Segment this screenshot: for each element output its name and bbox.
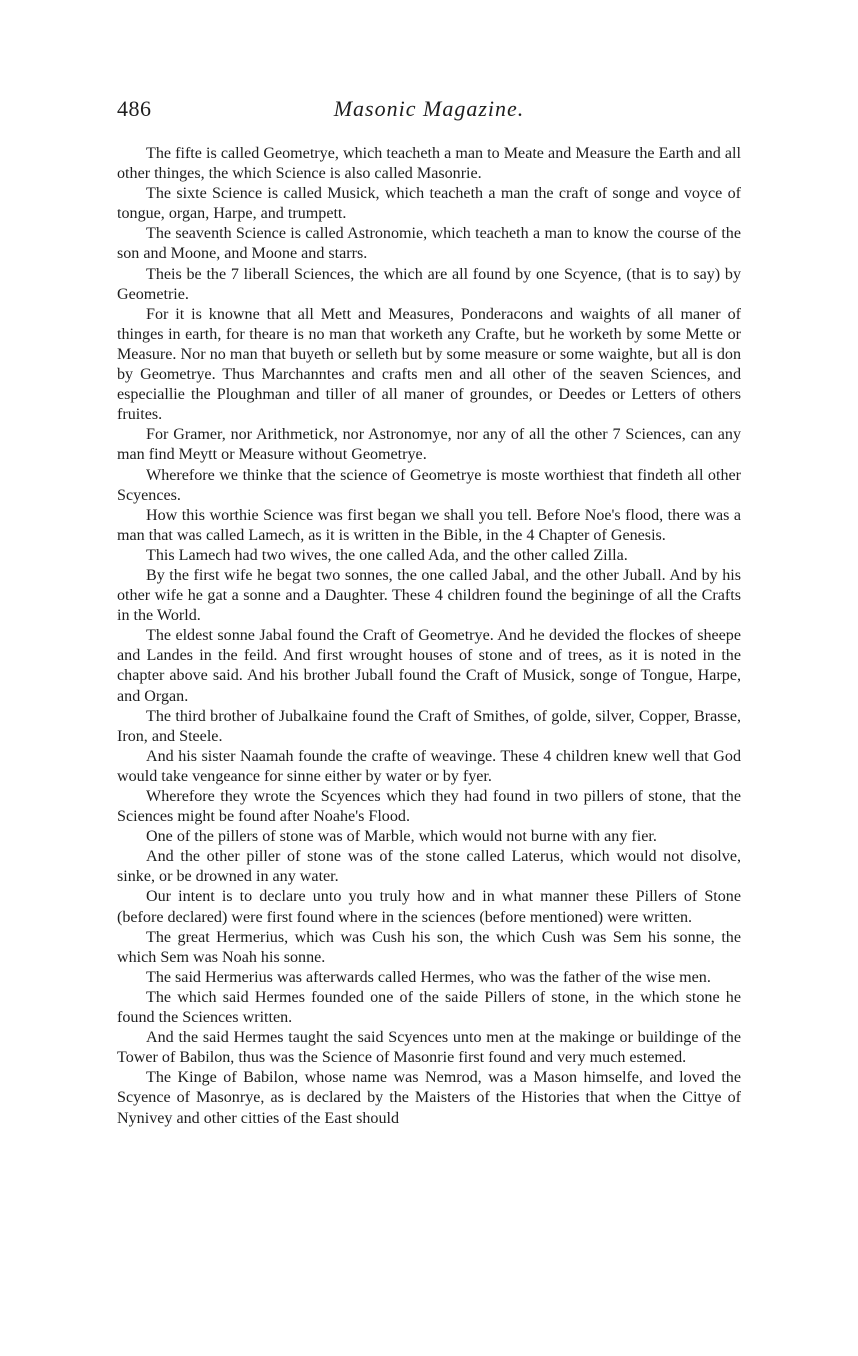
paragraph: The which said Hermes founded one of the saide Pillers of stone, in the which stone he found the Sciences written.: [117, 988, 741, 1027]
paragraph: For Gramer, nor Arithmetick, nor Astronomye, nor any of all the other 7 Sciences, can any man find Meytt or Measure without Geometrye.: [117, 426, 741, 464]
paragraph: And the other piller of stone was of the stone called Laterus, which would not disolve, sinke, or be drowned in any water.: [117, 848, 741, 886]
page-number: 486: [117, 96, 152, 121]
paragraph: Our intent is to declare unto you truly how and in what manner these Pillers of Stone (before declared) were first found where in the sciences (before mentioned) were written.: [117, 888, 741, 926]
paragraph: The third brother of Jubalkaine found the Craft of Smithes, of golde, silver, Copper, Brasse, Iron, and Steele.: [117, 707, 741, 745]
paragraph: Wherefore they wrote the Scyences which they had found in two pillers of stone, that the Sciences might be found after Noahe's Flood.: [117, 788, 741, 826]
paragraph: The seaventh Science is called Astronomie, which teacheth a man to know the course of the son and Moone, and Moone and starrs.: [117, 225, 741, 263]
paragraph: The sixte Science is called Musick, which teacheth a man the craft of songe and voyce of tongue, organ, Harpe, and trumpett.: [117, 185, 741, 223]
paragraph: The said Hermerius was afterwards called Hermes, who was the father of the wise men.: [146, 968, 711, 986]
paragraph: Wherefore we thinke that the science of Geometrye is moste worthiest that findeth all other Scyences.: [117, 466, 741, 504]
body-text: [117, 144, 741, 1129]
paragraph: And his sister Naamah founde the crafte of weavinge. These 4 children knew well that God would take vengeance for sinne either by water or by fyer.: [117, 747, 741, 785]
paragraph: The Kinge of Babilon, whose name was Nemrod, was a Mason himselfe, and loved the Scyence of Masonrye, as is declared by the Maisters of the Histories that when the Cittye of Nynivey and other citties of the East should: [117, 1069, 741, 1127]
paragraph: The fifte is called Geometrye, which teacheth a man to Meate and Measure the Earth and all other thinges, the which Science is also called Masonrie.: [117, 145, 741, 183]
paragraph: The eldest sonne Jabal found the Craft of Geometrye. And he devided the flockes of sheepe and Landes in the feild. And first wrought houses of stone and of trees, as it is noted in the chapter above said. And his brother Juball found the Craft of Musick, songe of Tongue, Harpe, and Organ.: [117, 627, 741, 705]
paragraph: For it is knowne that all Mett and Measures, Ponderacons and waights of all maner of thinges in earth, for theare is no man that worketh any Crafte, but he worketh by some Mette or Measure. Nor no man that buyeth or selleth but by some measure or some waighte, but all is don by Geometrye. Thus Marchanntes and crafts men and all other of the seaven Sciences, and especiallie the Ploughman and tiller of all maner of groundes, or Deedes or Letters of others fruites.: [117, 305, 741, 424]
paragraph: How this worthie Science was first began we shall you tell. Before Noe's flood, there was a man that was called Lamech, as it is written in the Bible, in the 4 Chapter of Genesis.: [117, 506, 741, 544]
paragraph: Theis be the 7 liberall Sciences, the which are all found by one Scyence, (that is to say) by Geometrie.: [117, 265, 741, 303]
paragraph: One of the pillers of stone was of Marble, which would not burne with any fier.: [146, 828, 657, 846]
running-title: Masonic Magazine.: [333, 96, 525, 121]
paragraph: This Lamech had two wives, the one called Ada, and the other called Zilla.: [146, 546, 628, 564]
page-header: [117, 96, 741, 128]
paragraph: And the said Hermes taught the said Scyences unto men at the makinge or buildinge of the Tower of Babilon, thus was the Science of Masonrie first found and very much estemed.: [117, 1029, 741, 1067]
paragraph: By the first wife he begat two sonnes, the one called Jabal, and the other Juball. And by his other wife he gat a sonne and a Daughter. These 4 children found the begininge of all the Crafts in the World.: [117, 566, 741, 625]
paragraph: The great Hermerius, which was Cush his son, the which Cush was Sem his sonne, the which Sem was Noah his sonne.: [117, 928, 741, 966]
